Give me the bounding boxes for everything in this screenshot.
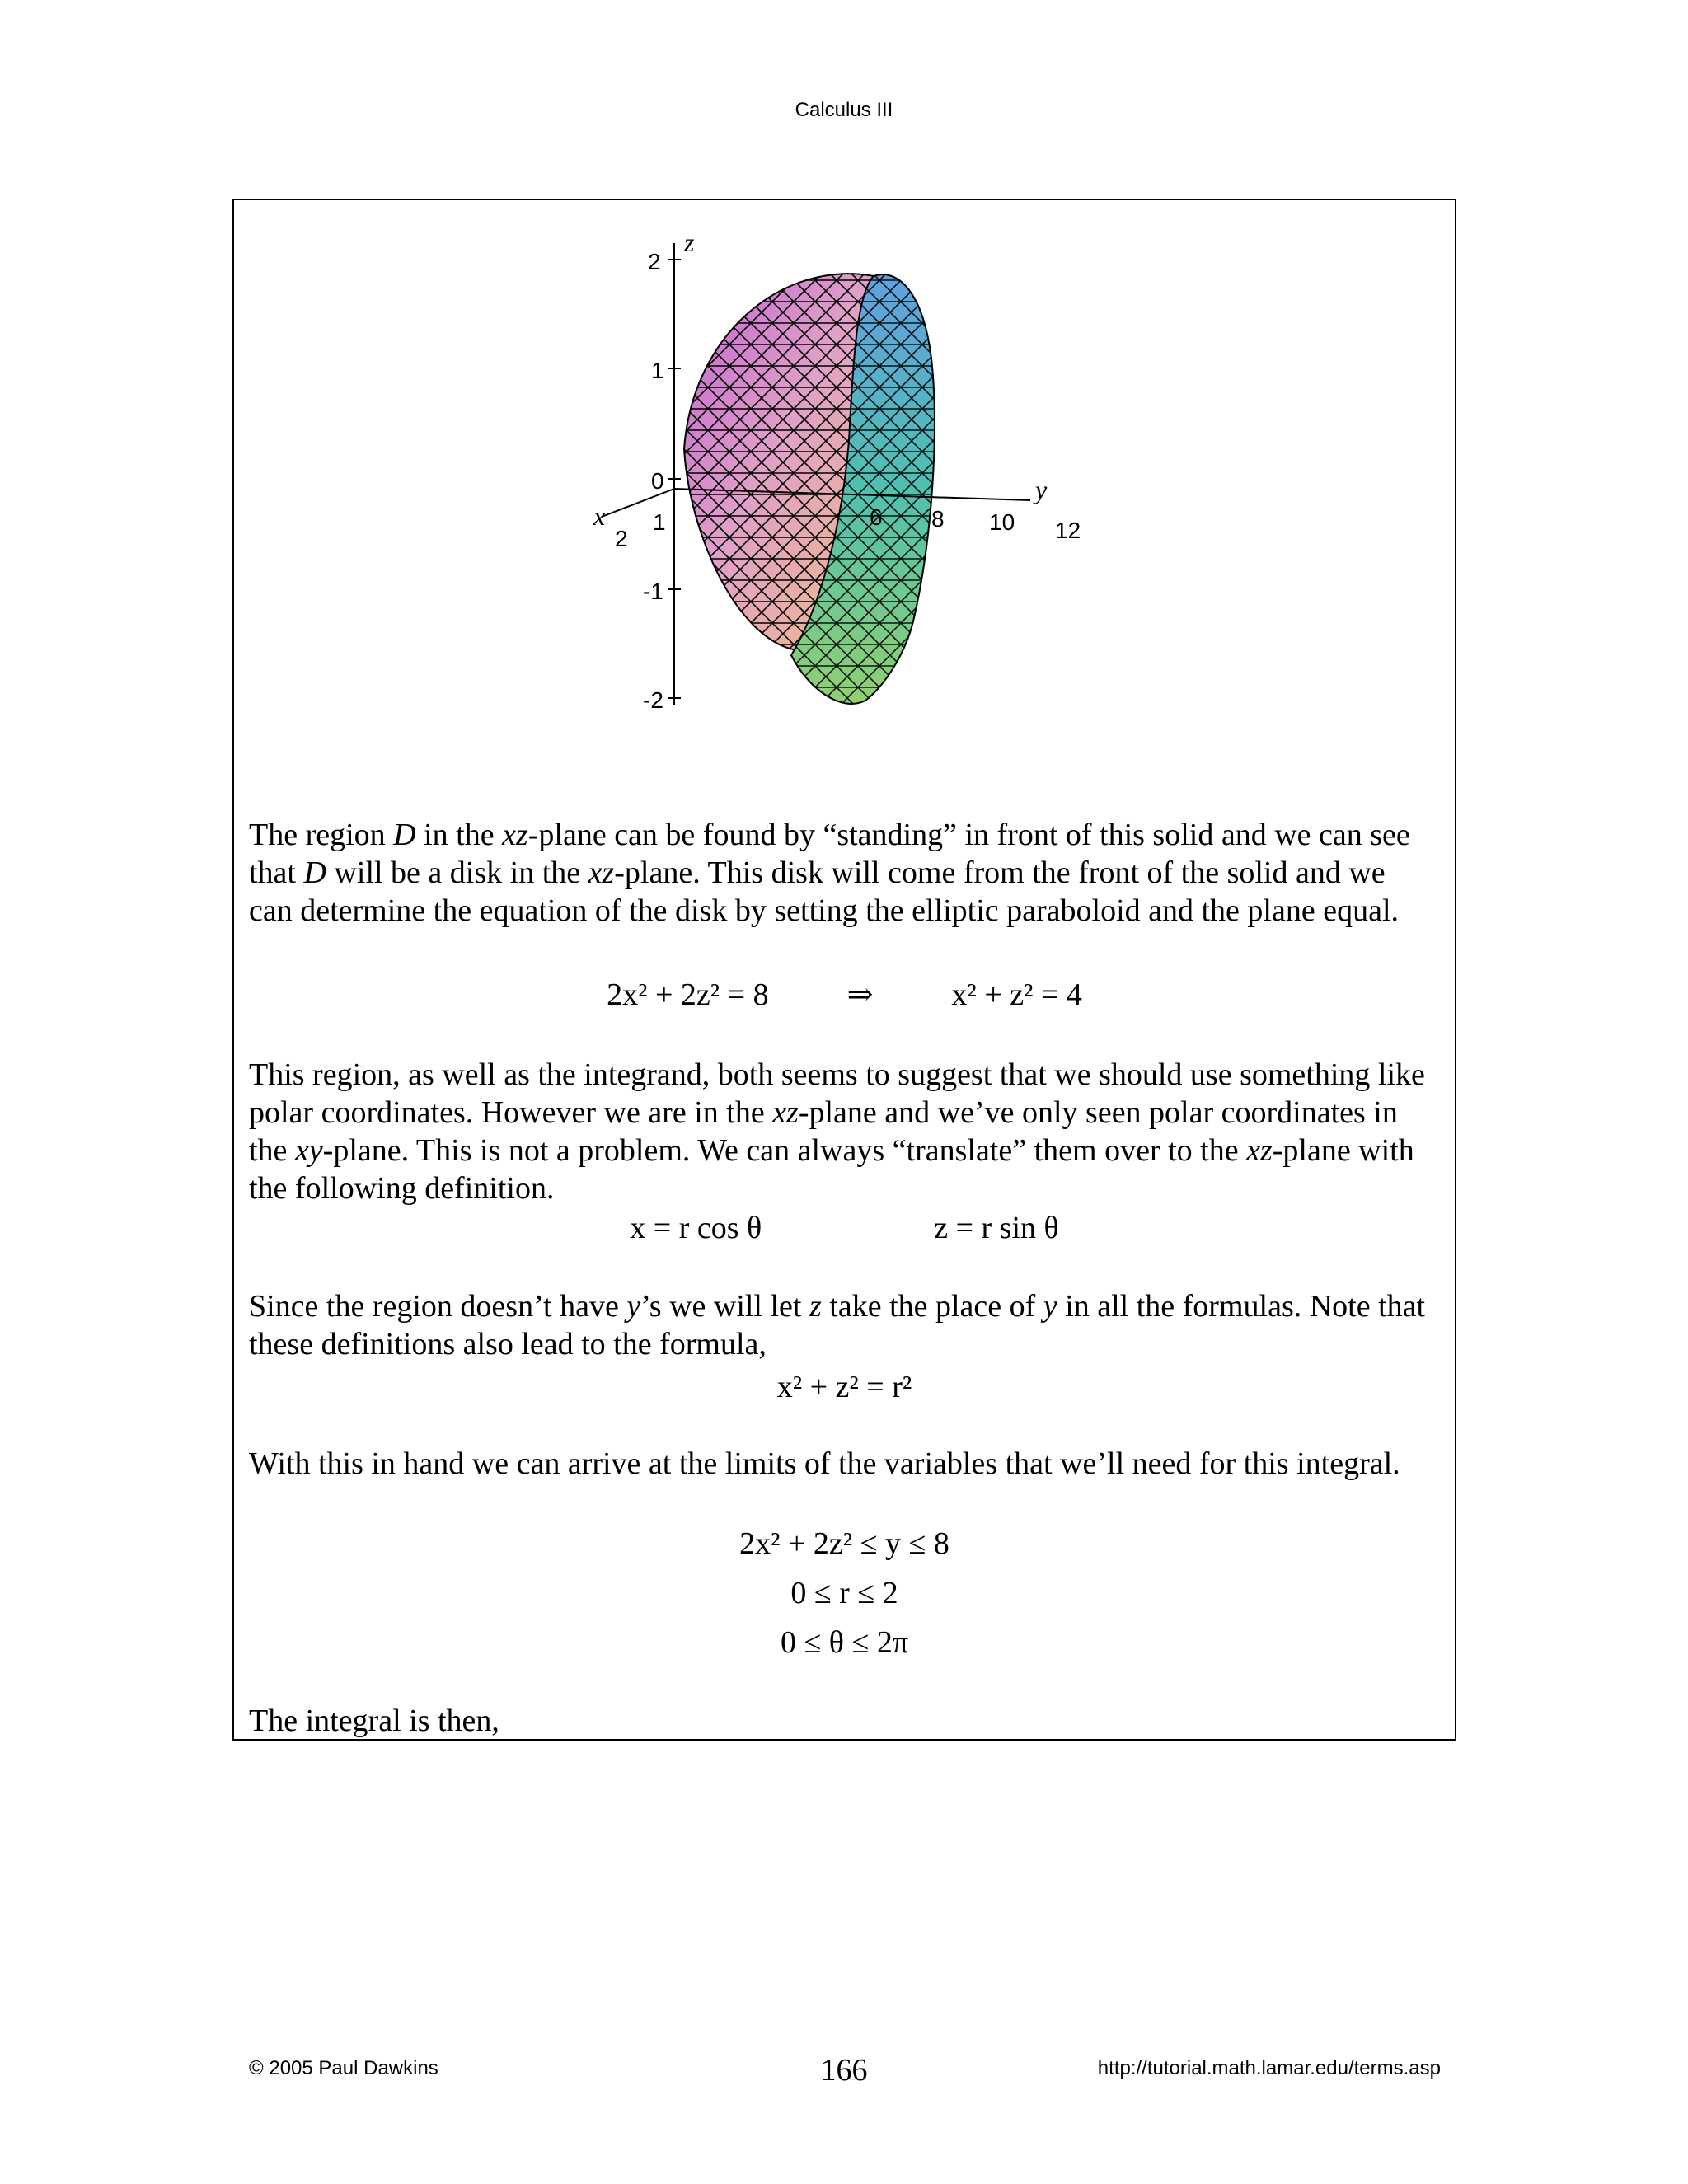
equation-radius: x² + z² = r² bbox=[776, 1370, 912, 1404]
y-tick-label: 12 bbox=[1055, 518, 1081, 543]
paragraph-region-d: The region D in the xz-plane can be found by “standing” in front of this solid and we can see that D will be a disk in the xz-plane. This disk will come from the front of the solid and we can determine the equation of the disk by setting the elliptic paraboloid and the plane equal. bbox=[249, 818, 1410, 928]
z-tick-label: 0 bbox=[651, 468, 664, 494]
equation-disk: 2x² + 2z² = 8 ⇒ x² + z² = 4 bbox=[607, 977, 1082, 1012]
limit-r: 0 ≤ r ≤ 2 bbox=[790, 1576, 898, 1610]
y-tick-label: 8 bbox=[931, 506, 945, 532]
z-tick-label: 1 bbox=[651, 358, 664, 383]
z-tick-label: -1 bbox=[643, 579, 663, 604]
paragraph-z-for-y: Since the region doesn’t have y’s we will let z take the place of y in all the formulas. Note that these definitions also lead to the formula, bbox=[249, 1289, 1426, 1361]
equation-polar-definitions: x = r cos θ z = r sin θ bbox=[630, 1211, 1059, 1245]
z-axis-label: z bbox=[684, 227, 695, 257]
z-tick-label: -2 bbox=[643, 687, 663, 713]
paraboloid-figure bbox=[569, 227, 1113, 738]
y-tick-label: 10 bbox=[989, 509, 1015, 535]
page-header: Calculus III bbox=[795, 99, 893, 121]
x-axis-label: x bbox=[593, 501, 606, 531]
paragraph-integral-then: The integral is then, bbox=[249, 1704, 499, 1738]
paragraph-limits-intro: With this in hand we can arrive at the limits of the variables that we’ll need for this integral. bbox=[249, 1446, 1400, 1481]
limit-theta: 0 ≤ θ ≤ 2π bbox=[780, 1625, 909, 1660]
footer-url[interactable]: http://tutorial.math.lamar.edu/terms.asp bbox=[1097, 2057, 1441, 2079]
z-tick-label: 2 bbox=[648, 249, 661, 274]
y-tick-label: 6 bbox=[870, 504, 883, 530]
limit-y: 2x² + 2z² ≤ y ≤ 8 bbox=[739, 1526, 950, 1561]
x-tick-label: 1 bbox=[653, 509, 666, 535]
page-number: 166 bbox=[820, 2053, 868, 2088]
y-axis-label: y bbox=[1035, 475, 1048, 504]
paragraph-polar-coordinates: This region, as well as the integrand, both seems to suggest that we should use something like polar coordinates. However we are in the xz-plane and we’ve only seen polar coordinates in the xy-plane. This is not a problem. We can always “translate” them over to the xz-plane with the following definition. bbox=[249, 1057, 1425, 1206]
footer-copyright: © 2005 Paul Dawkins bbox=[249, 2057, 438, 2079]
x-tick-label: 2 bbox=[615, 526, 628, 551]
